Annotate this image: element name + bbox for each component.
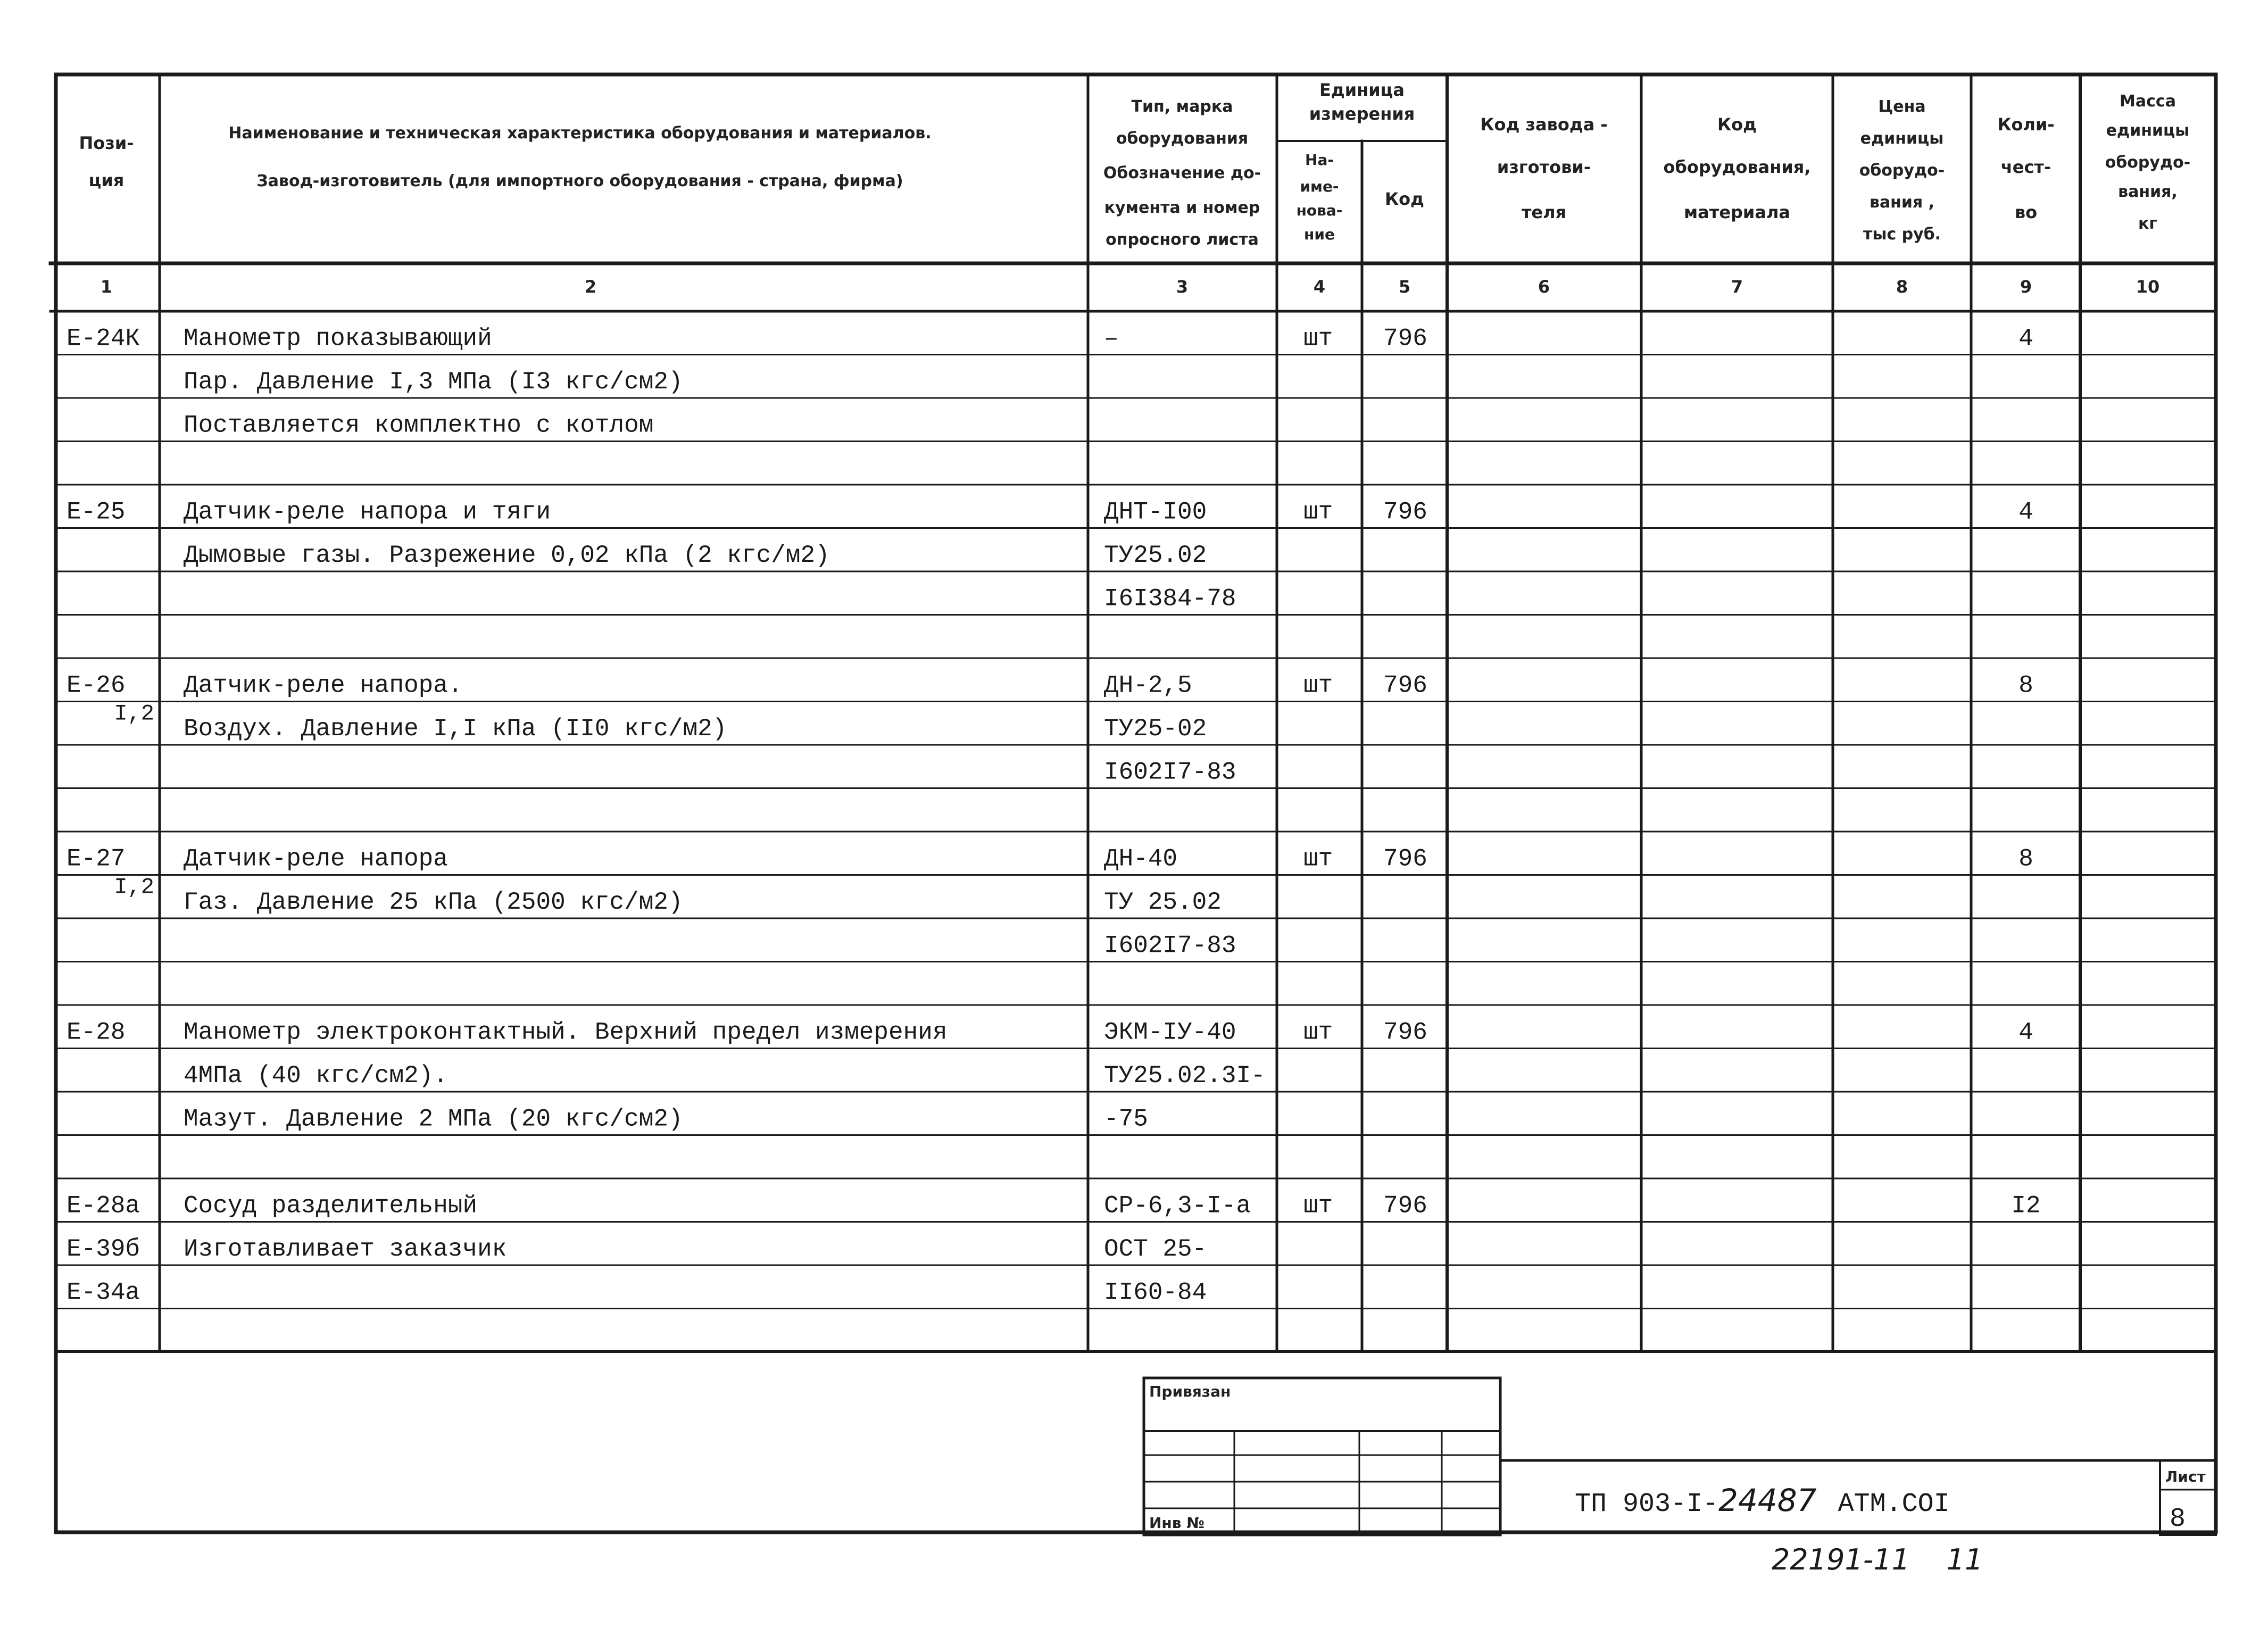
colnum: 10	[2136, 277, 2160, 297]
cell-type: –	[1104, 325, 1119, 353]
cell-quantity: I2	[2011, 1192, 2041, 1220]
cell-unit-code: 796	[1383, 325, 1427, 353]
cell-type: ТУ 25.02	[1104, 888, 1222, 916]
header-unit: Единица измерения	[1309, 80, 1415, 124]
cell-name: Поставляется комплектно с котлом	[184, 411, 654, 439]
cell-name: Пар. Давление I,3 МПа (I3 кгс/см2)	[184, 368, 683, 396]
document-code	[1575, 1482, 1950, 1519]
cell-unit-code: 796	[1383, 1018, 1427, 1046]
cell-type: ОСТ 25-	[1104, 1235, 1207, 1263]
cell-position: Е-25	[67, 498, 126, 526]
cell-name: Изготавливает заказчик	[184, 1235, 507, 1263]
cell-unit: шт	[1303, 845, 1333, 873]
cell-type: I602I7-83	[1104, 932, 1236, 960]
header-price: Цена единицы оборудо-вания , тыс руб.	[1859, 97, 1945, 244]
cell-unit-code: 796	[1383, 498, 1427, 526]
header-type: Тип, марка оборудования Обозначение до-кумента и номер опросного листа	[1103, 97, 1261, 249]
stamp-privyazan: Привязан	[1149, 1383, 1231, 1400]
colnum: 3	[1176, 277, 1189, 297]
cell-quantity: 4	[2018, 498, 2033, 526]
cell-name: Датчик-реле напора.	[184, 671, 463, 700]
cell-unit: шт	[1303, 671, 1333, 700]
cell-name: Манометр электроконтактный. Верхний предел измерения	[184, 1018, 948, 1046]
cell-type: ЭКМ-IУ-40	[1104, 1018, 1236, 1046]
document-code-handwritten: 24487	[1718, 1482, 1817, 1518]
cell-type: ТУ25-02	[1104, 715, 1207, 743]
cell-position: Е-27	[67, 845, 126, 873]
header-unit-code: Код	[1385, 189, 1424, 209]
cell-type: ТУ25.02.3I-	[1104, 1062, 1266, 1090]
cell-position: Е-28а	[67, 1192, 140, 1220]
stamp-inv: Инв №	[1149, 1514, 1204, 1532]
cell-type: ДН-40	[1104, 845, 1178, 873]
document-code-suffix: АТМ.СОI	[1838, 1489, 1950, 1519]
colnum: 9	[2020, 277, 2032, 297]
cell-unit: шт	[1303, 325, 1333, 353]
header-unit-name: На-име-нова-ние	[1296, 151, 1343, 243]
footer-handwritten-number: 22191-11 11	[1772, 1543, 1983, 1576]
cell-name: Сосуд разделительный	[184, 1192, 478, 1220]
stamp-block	[1144, 1378, 1500, 1535]
header-manufacturer-code: Код завода -изготови-теля	[1480, 114, 1608, 222]
header-equipment-code: Код оборудования, материала	[1663, 114, 1811, 222]
cell-quantity: 8	[2018, 671, 2033, 700]
cell-unit-code: 796	[1383, 845, 1427, 873]
cell-unit-code: 796	[1383, 1192, 1427, 1220]
colnum: 6	[1538, 277, 1550, 297]
cell-name: Манометр показывающий	[184, 325, 492, 353]
cell-type: -75	[1104, 1105, 1148, 1133]
cell-type: I602I7-83	[1104, 758, 1236, 786]
document-code-prefix: ТП 903-I-	[1575, 1489, 1719, 1519]
header-mass: Масса единицы оборудо-вания, кг	[2105, 92, 2191, 233]
cell-type: I6I384-78	[1104, 585, 1236, 613]
cell-name: Датчик-реле напора	[184, 845, 448, 873]
cell-position: Е-34а	[67, 1278, 140, 1307]
colnum: 5	[1398, 277, 1411, 297]
cell-position: Е-26	[67, 671, 126, 700]
colnum: 4	[1313, 277, 1326, 297]
sheet-label: Лист	[2165, 1468, 2206, 1485]
colnum: 8	[1896, 277, 1908, 297]
cell-position: Е-39б	[67, 1235, 140, 1263]
cell-name: Воздух. Давление I,I кПа (II0 кгс/м2)	[184, 715, 727, 743]
cell-name: Мазут. Давление 2 МПа (20 кгс/см2)	[184, 1105, 683, 1133]
header-name: Наименование и техническая характеристика оборудования и материалов. Завод-изготовитель (для импортного оборудования - страна, фирма)	[228, 124, 932, 190]
cell-name: Газ. Давление 25 кПа (2500 кгс/м2)	[184, 888, 683, 916]
cell-type: СР-6,3-I-а	[1104, 1192, 1251, 1220]
cell-position: Е-28	[67, 1018, 126, 1046]
colnum: 7	[1731, 277, 1743, 297]
cell-position: Е-24К	[67, 325, 140, 353]
cell-unit: шт	[1303, 1018, 1333, 1046]
outer-frame	[56, 74, 2216, 1532]
cell-name: 4МПа (40 кгс/см2).	[184, 1062, 448, 1090]
column-numbers	[101, 277, 2159, 297]
cell-position-note: I,2	[114, 874, 154, 900]
cell-type: ДН-2,5	[1104, 671, 1192, 700]
cell-type: II60-84	[1104, 1278, 1207, 1307]
cell-quantity: 4	[2018, 1018, 2033, 1046]
header-position: Пози-ция	[79, 133, 134, 190]
cell-name: Датчик-реле напора и тяги	[184, 498, 551, 526]
cell-quantity: 4	[2018, 325, 2033, 353]
cell-unit: шт	[1303, 498, 1333, 526]
sheet-number: 8	[2170, 1504, 2186, 1534]
cell-unit-code: 796	[1383, 671, 1427, 700]
header-quantity: Коли-чест-во	[1997, 114, 2055, 222]
colnum: 2	[584, 277, 597, 297]
cell-type: ДНТ-I00	[1104, 498, 1207, 526]
cell-name: Дымовые газы. Разрежение 0,02 кПа (2 кгс/м2)	[184, 542, 830, 569]
cell-type: ТУ25.02	[1104, 542, 1207, 569]
cell-position-note: I,2	[114, 701, 154, 727]
cell-unit: шт	[1303, 1192, 1333, 1220]
cell-quantity: 8	[2018, 845, 2033, 873]
colnum: 1	[100, 277, 113, 297]
